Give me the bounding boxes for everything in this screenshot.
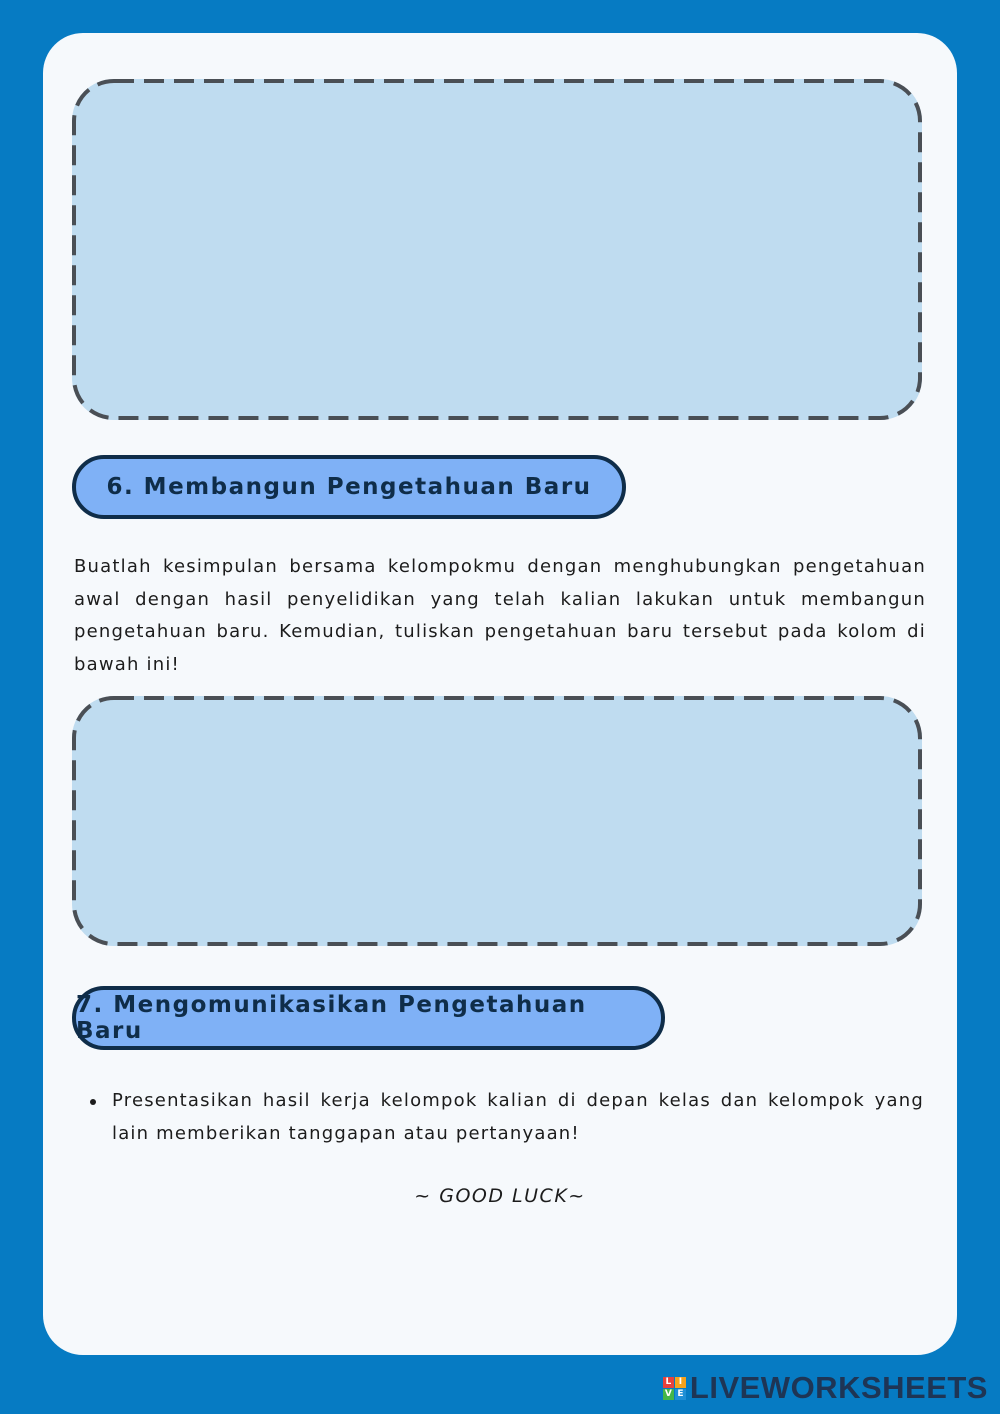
logo-letter: E [675, 1389, 686, 1400]
list-item-text: Presentasikan hasil kerja kelompok kalian di depan kelas dan kelompok yang lain memberikan tanggapan atau pertanyaan! [112, 1090, 924, 1144]
section-7-heading [72, 986, 665, 1050]
logo-letter: V [663, 1389, 674, 1400]
closing-text: ~ GOOD LUCK~ [414, 1185, 586, 1207]
section-6-instruction: Buatlah kesimpulan bersama kelompokmu dengan menghubungkan pengetahuan awal dengan hasil penyelidikan yang telah kalian lakukan untuk membangun pengetahuan baru. Kemudian, tuliskan pengetahuan baru tersebut pada kolom di bawah ini! [74, 556, 926, 675]
liveworksheets-branding [663, 1370, 988, 1406]
brand-name: LIVEWORKSHEETS [689, 1370, 988, 1405]
liveworksheets-logo-icon [663, 1377, 686, 1400]
section-6-heading [72, 455, 626, 519]
list-item [88, 1085, 924, 1150]
logo-letter: I [675, 1377, 686, 1388]
answer-box-top[interactable] [72, 79, 922, 420]
answer-box-conclusion[interactable] [72, 696, 922, 946]
logo-letter: L [663, 1377, 674, 1388]
section-6-title: 6. Membangun Pengetahuan Baru [106, 474, 592, 500]
answer-input-top[interactable] [102, 105, 892, 394]
section-7-title: 7. Mengomunikasikan Pengetahuan Baru [76, 992, 587, 1044]
answer-input-conclusion[interactable] [102, 722, 892, 920]
bullet-icon [90, 1099, 96, 1105]
section-7-bullet-list [88, 1085, 924, 1150]
